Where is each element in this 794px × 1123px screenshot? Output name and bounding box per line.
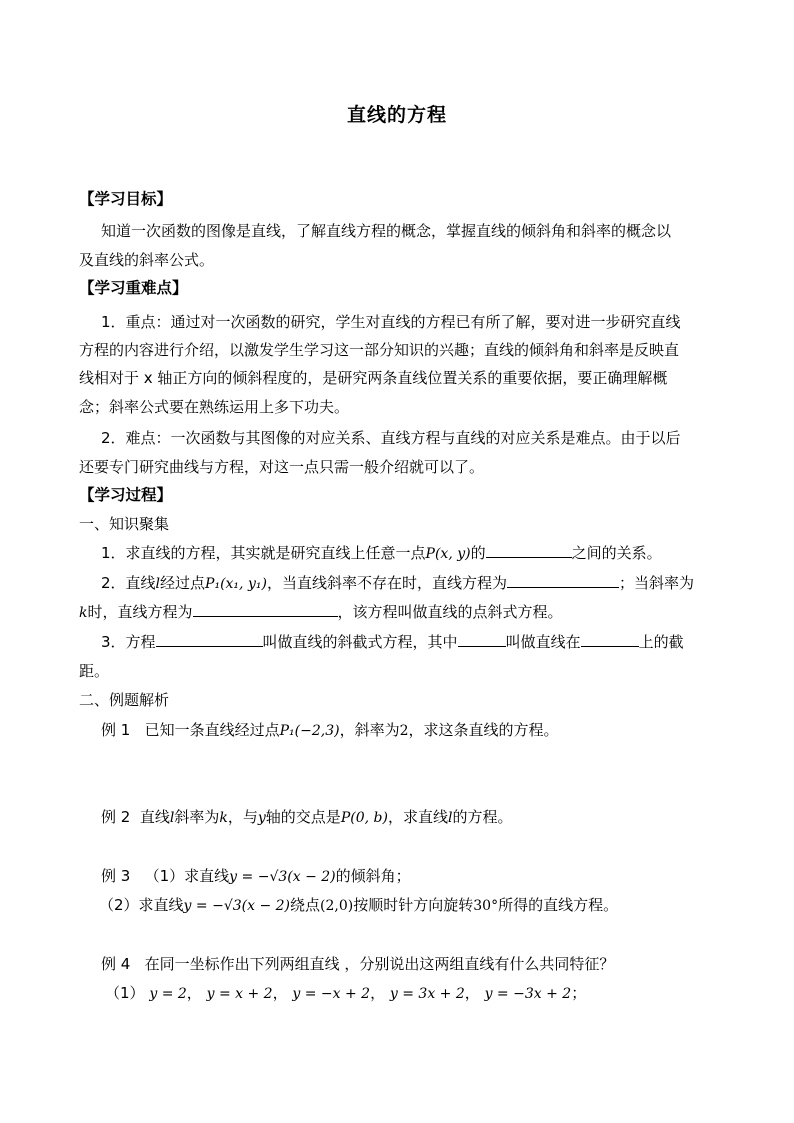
math-equation: y = 2 (149, 986, 187, 1002)
example-label: 例 4 (101, 955, 131, 973)
fill-blank[interactable] (156, 632, 263, 647)
math-number: 2 (399, 723, 409, 739)
key-point-1-line-2: 方程的内容进行介绍，以激发学生学习这一部分知识的兴趣；直线的倾斜角和斜率是反映直 (79, 341, 680, 359)
heading-learning-goal: 【学习目标】 (79, 190, 173, 208)
math-equation: y = 3x + 2 (389, 986, 465, 1002)
math-line-l: l (155, 576, 161, 592)
key-point-1-line-1: 1．重点：通过对一次函数的研究，学生对直线的方程已有所了解，要对进一步研究直线 (101, 313, 681, 331)
math-equation: y = −√3(x − 2) (183, 898, 291, 914)
example-3-part-1: 例 3 （1）求直线y = −√3(x − 2)的倾斜角； (101, 867, 411, 885)
math-slope-k: k (79, 605, 88, 621)
section-1-heading: 一、知识聚集 (79, 515, 170, 533)
page-title: 直线的方程 (346, 104, 447, 126)
goal-text-line-1: 知道一次函数的图像是直线，了解直线方程的概念，掌握直线的倾斜角和斜率的概念以 (101, 222, 672, 240)
question-3-line-2: 距。 (79, 662, 110, 680)
fill-blank[interactable] (193, 602, 338, 617)
example-4-part-1: （1） y = 2， y = x + 2， y = −x + 2， y = 3x + 2， y = −3x + 2； (105, 984, 587, 1002)
example-3-part-2: （2）求直线y = −√3(x − 2)绕点(2,0)按顺时针方向旋转30°所得的直线方程。 (99, 896, 619, 914)
fill-blank[interactable] (581, 632, 639, 647)
math-point: (2,0) (320, 898, 354, 914)
key-point-1-line-4: 念；斜率公式要在熟练运用上多下功夫。 (79, 398, 350, 416)
question-1: 1．求直线的方程，其实就是研究直线上任意一点P(x, y)的 之间的关系。 (101, 544, 662, 562)
key-point-2-line-1: 2．难点：一次函数与其图像的对应关系、直线方程与直线的对应关系是难点。由于以后 (101, 429, 681, 447)
math-point-p1: P₁(x₁, y₁) (205, 576, 267, 592)
fill-blank[interactable] (458, 632, 506, 647)
section-2-heading: 二、例题解析 (79, 691, 170, 709)
heading-key-points: 【学习重难点】 (79, 279, 188, 297)
math-point: P(0, b) (340, 810, 388, 826)
example-label: 例 1 (101, 721, 131, 739)
math-point: P₁(−2,3) (279, 723, 340, 739)
math-angle: 30° (473, 898, 499, 914)
example-2: 例 2 直线l斜率为k，与y轴的交点是P(0, b)，求直线l的方程。 (101, 808, 513, 826)
question-3-line-1: 3．方程 叫做直线的斜截式方程，其中 叫做直线在 上的截 (101, 633, 684, 651)
math-equation: y = x + 2 (206, 986, 273, 1002)
heading-learning-process: 【学习过程】 (79, 486, 173, 504)
example-label: 例 2 (101, 808, 131, 826)
math-equation: y = −x + 2 (292, 986, 371, 1002)
fill-blank[interactable] (486, 543, 572, 558)
question-2-line-2: k时，直线方程为 ，该方程叫做直线的点斜式方程。 (79, 603, 563, 621)
example-1: 例 1 已知一条直线经过点P₁(−2,3)，斜率为2，求这条直线的方程。 (101, 721, 559, 739)
fill-blank[interactable] (507, 573, 619, 588)
question-2-line-1: 2．直线l经过点P₁(x₁, y₁)，当直线斜率不存在时，直线方程为 ；当斜率为 (101, 574, 694, 592)
goal-text-line-2: 及直线的斜率公式。 (79, 251, 215, 269)
example-label: 例 3 (101, 867, 131, 885)
example-4: 例 4 在同一坐标作出下列两组直线 ，分别说出这两组直线有什么共同特征？ (101, 955, 615, 973)
key-point-2-line-2: 还要专门研究曲线与方程，对这一点只需一般介绍就可以了。 (79, 458, 485, 476)
math-equation: y = −√3(x − 2) (229, 869, 336, 885)
math-equation: y = −3x + 2 (484, 986, 572, 1002)
math-point-p: P(x, y) (425, 546, 471, 562)
key-point-1-line-3: 线相对于 x 轴正方向的倾斜程度的，是研究两条直线位置关系的重要依据，要正确理解概 (79, 369, 668, 387)
